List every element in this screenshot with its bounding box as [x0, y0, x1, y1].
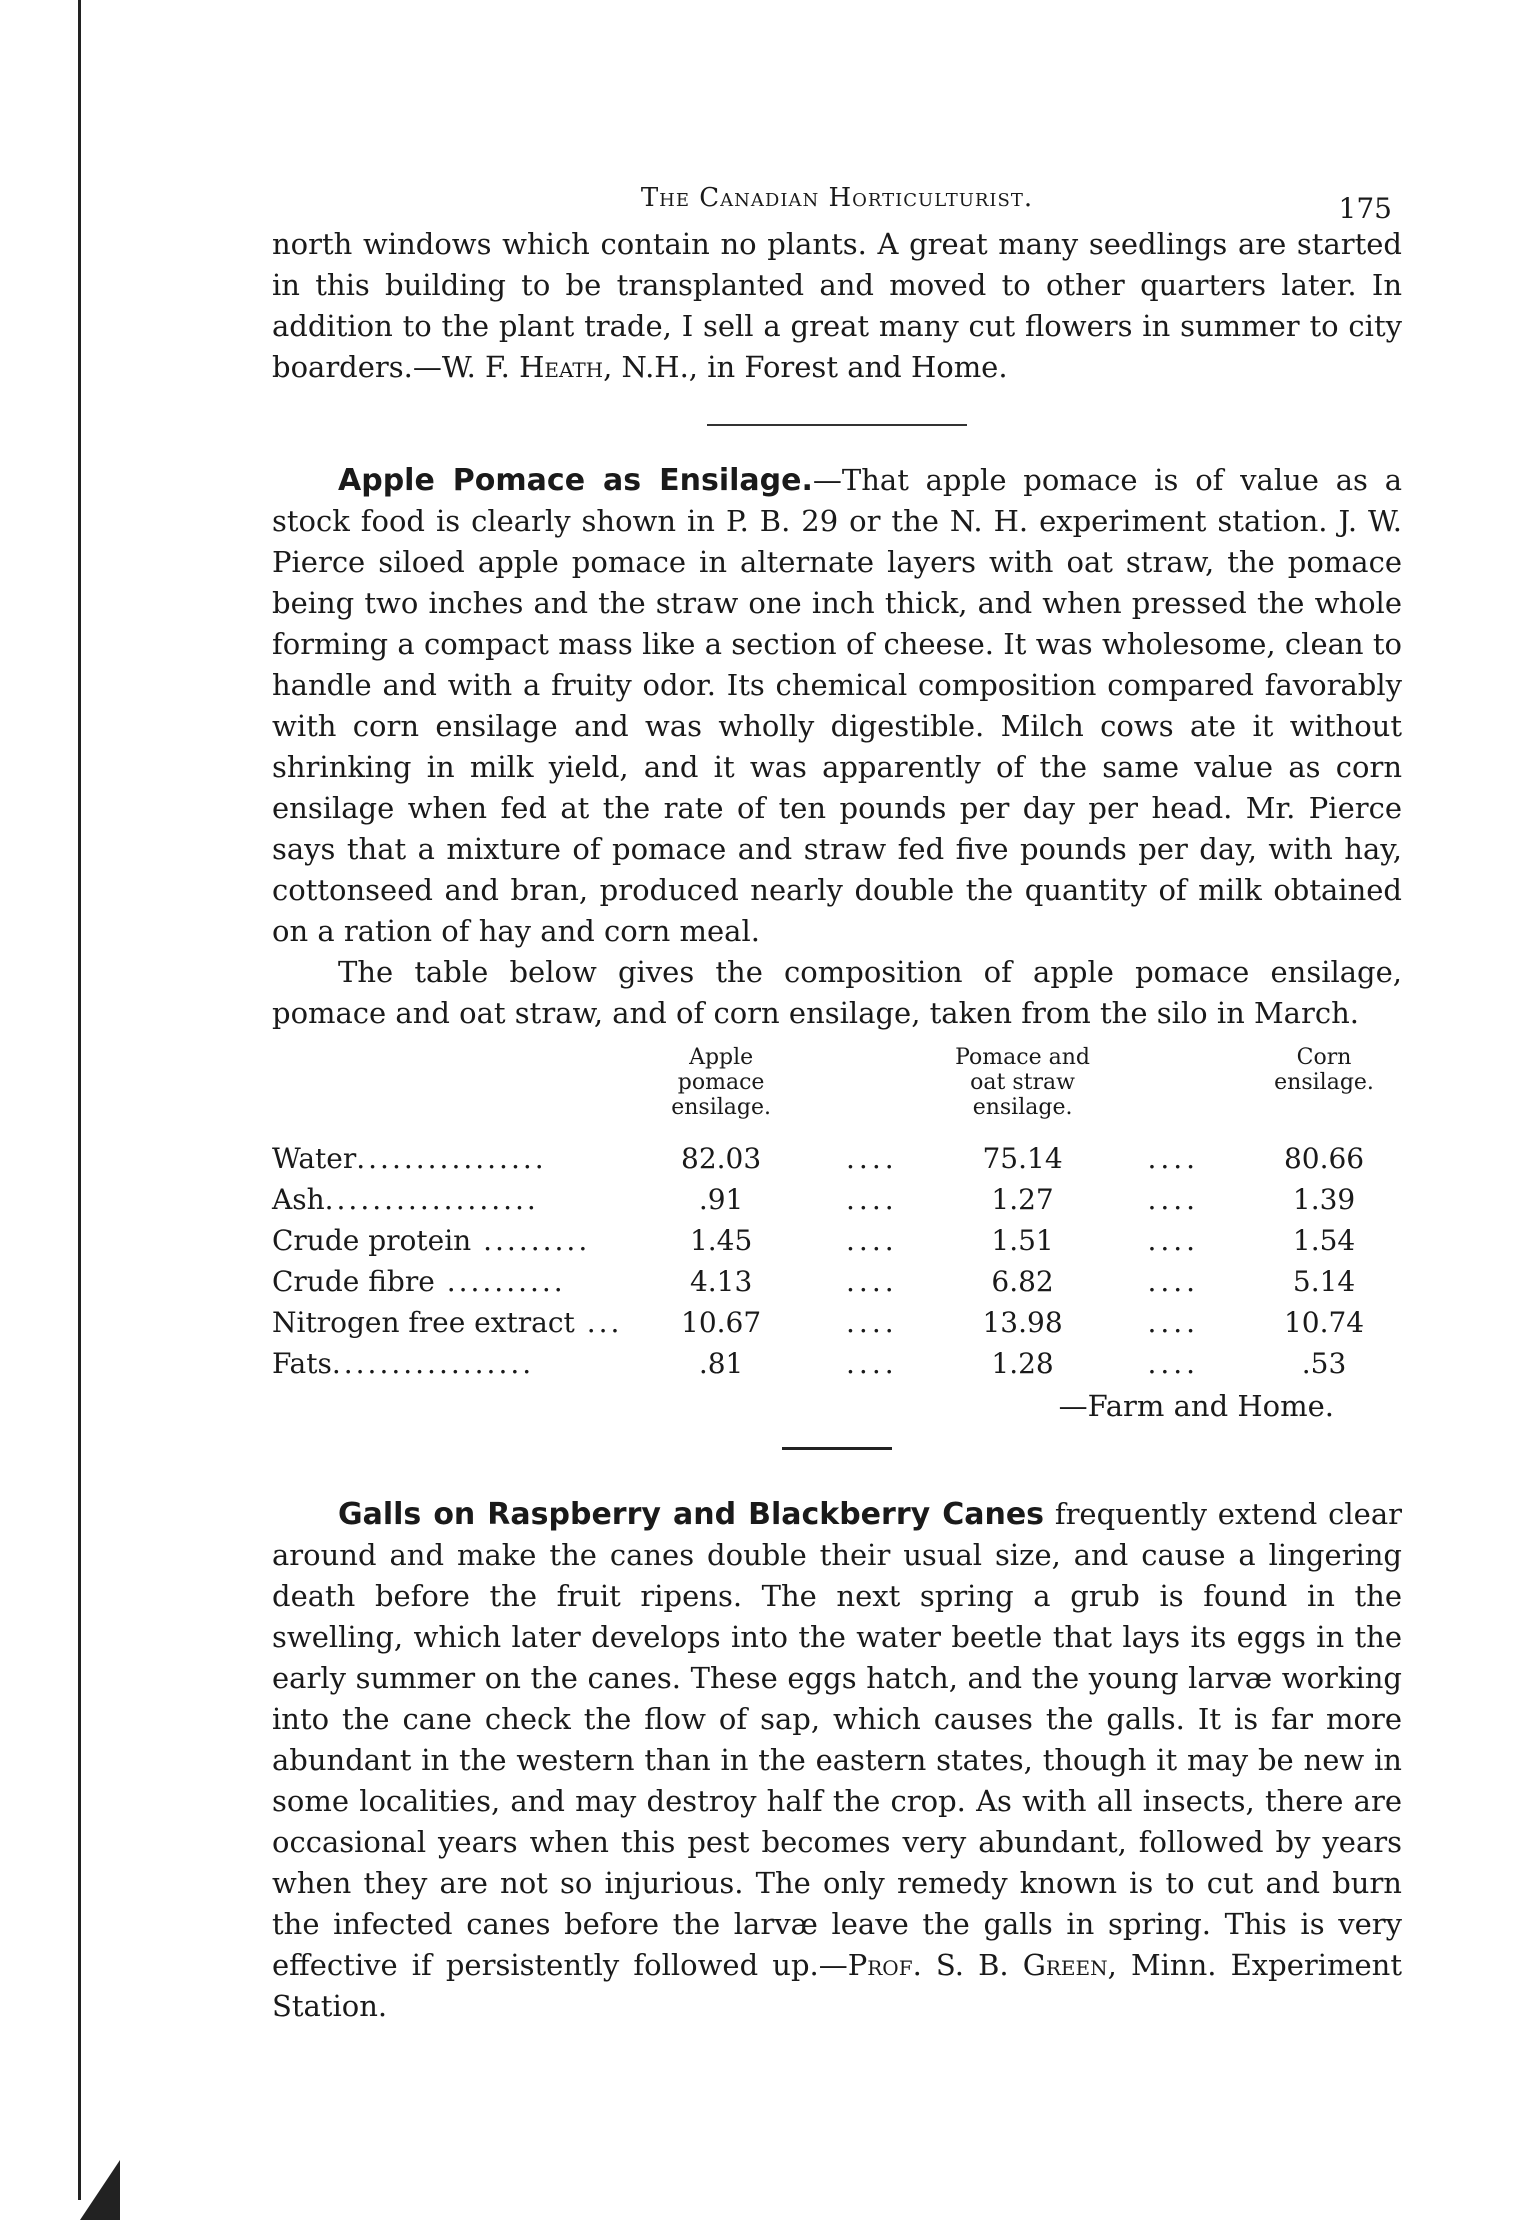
composition-table [272, 1044, 1402, 1384]
article2-affiliation: , Minn. Experiment Station. [272, 1948, 1402, 2023]
cell-value: .53 [1301, 1347, 1347, 1380]
cell-value: 1.45 [689, 1224, 753, 1257]
row-label: Crude fibre [272, 1265, 435, 1298]
cell-value: .81 [698, 1347, 744, 1380]
article1-body: —That apple pomace is of value as a stock food is clearly shown in P. B. 29 or the N. H. experiment station. J. W. Pierce siloed apple pomace in alternate layers with oat straw, the pomace being two inches and the straw one inch thick, and when pressed the whole forming a compact mass like a section of cheese. It was wholesome, clean to handle and with a fruity odor. Its chemical composition compared favorably with corn ensilage and was wholly digestible. Milch cows ate it without shrinking in milk yield, and it was apparently of the same value as corn ensilage when fed at the rate of ten pounds per day per head. Mr. Pierce says that a mixture of pomace and straw fed five pounds per day, with hay, cottonseed and bran, produced nearly double the quantity of milk obtained on a ration of hay and corn meal. [272, 463, 1402, 948]
column-header: Pomace and oat straw ensilage. [955, 1045, 1090, 1120]
page-content [272, 160, 1402, 2027]
cell-value: 13.98 [982, 1306, 1063, 1339]
section-divider [707, 424, 967, 426]
article2-body: frequently extend clear around and make the canes double their usual size, and cause a lingering death before the fruit ripens. The next spring a grub is found in the swelling, which later develops into the water beetle that lays its eggs in the early summer on the canes. These eggs hatch, and the young larvæ working into the cane check the flow of sap, which causes the galls. It is far more abundant in the western than in the eastern states, though it may be new in some localities, and may destroy half the crop. As with all insects, there are occasional years when this pest becomes very abundant, followed by years when they are not so injurious. The only remedy known is to cut and burn the infected canes before the larvæ leave the galls in spring. This is very effective if persistently followed up.— [272, 1497, 1402, 1982]
cell-value: 75.14 [982, 1142, 1063, 1175]
article1-paragraph [272, 460, 1402, 952]
page-spine-foot [52, 2160, 120, 2220]
intro-author: Heath [519, 350, 604, 384]
cell-value: 10.74 [1283, 1306, 1365, 1339]
column-header: Apple pomace ensilage. [671, 1045, 771, 1120]
row-label: Fats [272, 1347, 332, 1380]
article2-paragraph [272, 1494, 1402, 2027]
cell-value: 1.27 [991, 1183, 1054, 1216]
cell-value: 1.39 [1292, 1183, 1356, 1216]
section-divider [782, 1447, 892, 1450]
table-row: Crude protein ......... 1.45 .... 1.51 .... 1.54 [272, 1220, 1402, 1261]
row-label: Water [272, 1142, 357, 1175]
intro-tail: , N.H., in Forest and Home. [603, 350, 1008, 384]
table-row: Water................ 82.03 .... 75.14 .... 80.66 [272, 1138, 1402, 1179]
page-number: 175 [1338, 192, 1392, 225]
table-row: Crude fibre .......... 4.13 .... 6.82 .... 5.14 [272, 1261, 1402, 1302]
running-title: The Canadian Horticulturist. [640, 183, 1034, 213]
article2-author: Prof. S. B. Green [847, 1948, 1108, 1982]
table-row: Ash.................. .91 .... 1.27 .... 1.39 [272, 1179, 1402, 1220]
cell-value: 5.14 [1292, 1265, 1356, 1298]
cell-value: 1.28 [991, 1347, 1054, 1380]
cell-value: 4.13 [689, 1265, 753, 1298]
page-spine-edge [78, 0, 81, 2200]
cell-value: 80.66 [1283, 1142, 1365, 1175]
table-row: Nitrogen free extract ... 10.67 .... 13.98 .... 10.74 [272, 1302, 1402, 1343]
table-header-row [272, 1044, 1402, 1138]
cell-value: 1.51 [991, 1224, 1054, 1257]
article1-headline: Apple Pomace as Ensilage. [338, 463, 813, 498]
article2-headline: Galls on Raspberry and Blackberry Canes [338, 1497, 1045, 1532]
table-intro: The table below gives the composition of apple pomace ensilage, pomace and oat straw, and of corn ensilage, taken from the silo in March. [272, 955, 1402, 1030]
running-header [272, 160, 1402, 224]
row-label: Nitrogen free extract [272, 1306, 575, 1339]
intro-paragraph [272, 224, 1402, 388]
cell-value: 82.03 [681, 1142, 762, 1175]
intro-text: north windows which contain no plants. A great many seedlings are started in this building to be transplanted and moved to other quarters later. In addition to the plant trade, I sell a great many cut flowers in summer to city boarders.—W. F. [272, 227, 1402, 384]
cell-value: 1.54 [1292, 1224, 1356, 1257]
table-row: Fats................. .81 .... 1.28 .... .53 [272, 1343, 1402, 1384]
cell-value: .91 [698, 1183, 744, 1216]
table-source: —Farm and Home. [1058, 1389, 1334, 1423]
row-label: Ash [272, 1183, 325, 1216]
row-label: Crude protein [272, 1224, 472, 1257]
column-header: Corn ensilage. [1274, 1045, 1374, 1095]
cell-value: 6.82 [991, 1265, 1054, 1298]
cell-value: 10.67 [681, 1306, 762, 1339]
